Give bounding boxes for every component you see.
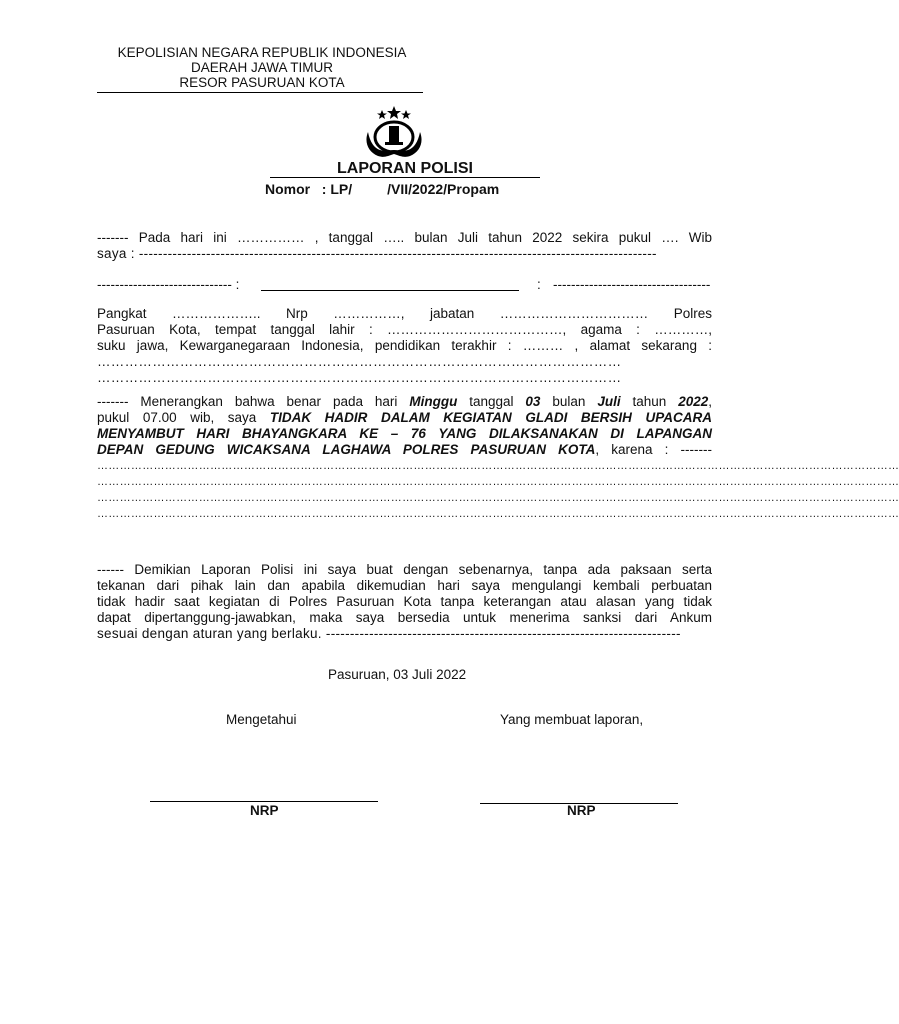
left-signature-label: Mengetahui <box>226 712 297 727</box>
closing-line-1: ------ Demikian Laporan Polisi ini saya buat dengan sebenarnya, tanpa ada paksaan serta <box>97 562 712 577</box>
reason-dots-4: …………………………………………………………………………………………………………………………………………………………………………………………… <box>97 508 899 520</box>
place-date: Pasuruan, 03 Juli 2022 <box>328 667 467 682</box>
closing-line-3: tidak hadir saat kegiatan di Polres Pasuruan Kota tanpa keterangan atau alasan yang tidak <box>97 594 712 609</box>
intro-line-1: ------- Pada hari ini …………… , tanggal ….. bulan Juli tahun 2022 sekira pukul …. Wib <box>97 230 712 245</box>
police-emblem-icon <box>358 104 430 160</box>
right-nrp-label: NRP <box>567 803 596 818</box>
identity-line-4: …………………………………………………………………………………………………… <box>97 354 622 369</box>
name-blank-line <box>261 290 519 291</box>
page-title: LAPORAN POLISI <box>336 160 473 177</box>
reason-dots-2: …………………………………………………………………………………………………………………………………………………………………………………………… <box>97 476 899 488</box>
intro-line-2: saya : ------------------------------------------------------------------------------------------------------------ <box>97 246 657 261</box>
reason-dots-1: …………………………………………………………………………………………………………………………………………………………………………………………… <box>97 460 899 472</box>
intro-line-3-right: ----------------------------------- <box>553 277 711 292</box>
intro-line-3-mid: : <box>537 277 541 292</box>
identity-line-3: suku jawa, Kewarganegaraan Indonesia, pendidikan terakhir : ……… , alamat sekarang : <box>97 338 712 353</box>
statement-line-1: ------- Menerangkan bahwa benar pada hari Minggu tanggal 03 bulan Juli tahun 2022, <box>97 394 712 409</box>
identity-line-1: Pangkat ……………….. Nrp ……………, jabatan …………………………… Polres <box>97 306 712 321</box>
header-underline <box>97 92 423 93</box>
closing-line-4: dapat dipertanggung-jawabkan, maka saya bersedia untuk menerima sanksi dari Ankum <box>97 610 712 625</box>
closing-line-5: sesuai dengan aturan yang berlaku. -------------------------------------------------------------------------- <box>97 626 681 641</box>
statement-line-2: pukul 07.00 wib, saya TIDAK HADIR DALAM KEGIATAN GLADI BERSIH UPACARA <box>97 410 712 425</box>
statement-line-4: DEPAN GEDUNG WICAKSANA LAGHAWA POLRES PASURUAN KOTA, karena : ------- <box>97 442 712 457</box>
closing-line-2: tekanan dari pihak lain dan apabila dikemudian hari saya mengulangi kembali perbuatan <box>97 578 712 593</box>
header-line-3: RESOR PASURUAN KOTA <box>179 75 345 90</box>
identity-line-2: Pasuruan Kota, tempat tanggal lahir : …………………………………, agama : …………, <box>97 322 712 337</box>
report-number: Nomor : LP/ /VII/2022/Propam <box>265 181 500 197</box>
left-signature-line <box>150 801 378 802</box>
reason-dots-3: …………………………………………………………………………………………………………………………………………………………………………………………… <box>97 492 899 504</box>
left-nrp-label: NRP <box>250 803 279 818</box>
statement-line-3: MENYAMBUT HARI BHAYANGKARA KE – 76 YANG DILAKSANAKAN DI LAPANGAN <box>97 426 712 441</box>
header-line-1: KEPOLISIAN NEGARA REPUBLIK INDONESIA <box>117 45 407 60</box>
right-signature-label: Yang membuat laporan, <box>500 712 644 727</box>
header-line-2: DAERAH JAWA TIMUR <box>190 60 333 75</box>
identity-line-5: …………………………………………………………………………………………………… <box>97 370 622 385</box>
intro-line-3-left: ------------------------------ : <box>97 277 240 292</box>
title-underline <box>270 177 540 178</box>
